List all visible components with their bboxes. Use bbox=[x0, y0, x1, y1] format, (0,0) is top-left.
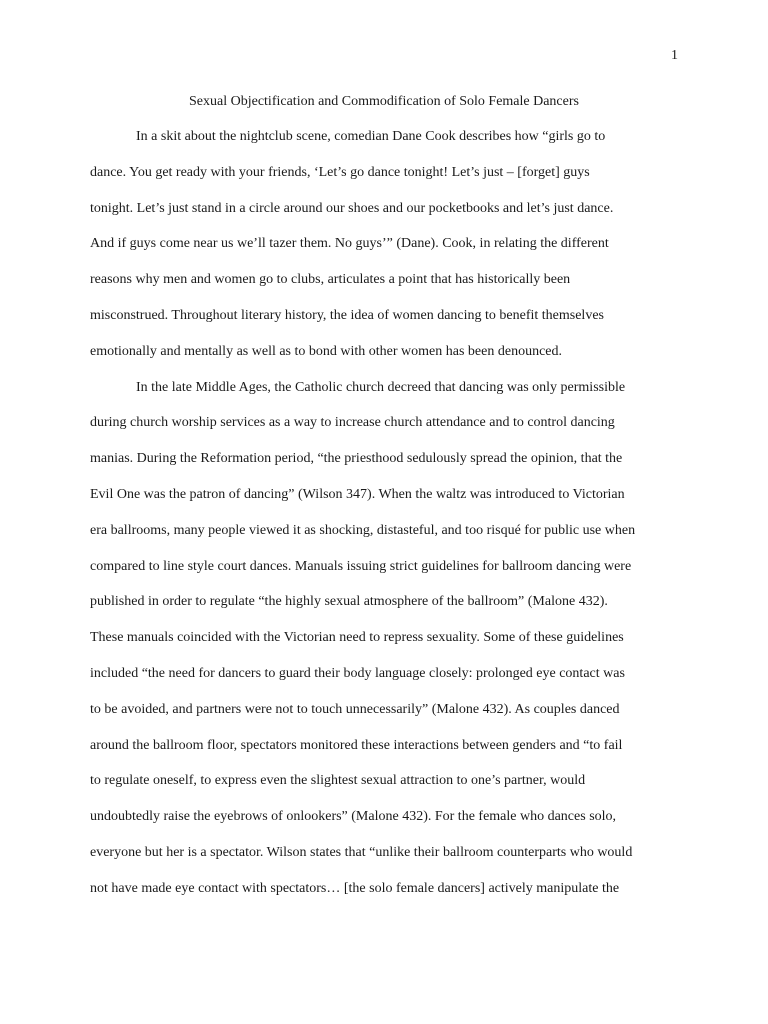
text-line: to regulate oneself, to express even the slightest sexual attraction to one’s partner, would bbox=[90, 773, 586, 789]
page-number: 1 bbox=[671, 48, 678, 63]
text-line: reasons why men and women go to clubs, articulates a point that has historically been bbox=[90, 272, 571, 288]
text-line: to be avoided, and partners were not to touch unnecessarily” (Malone 432). As couples danced bbox=[90, 701, 620, 717]
body-text bbox=[90, 127, 678, 915]
document-title: Sexual Objectification and Commodification of Solo Female Dancers bbox=[189, 94, 579, 109]
text-line: Evil One was the patron of dancing” (Wilson 347). When the waltz was introduced to Victorian bbox=[90, 486, 625, 502]
text-line: emotionally and mentally as well as to bond with other women has been denounced. bbox=[90, 343, 562, 359]
text-line: not have made eye contact with spectators… [the solo female dancers] actively manipulate the bbox=[90, 880, 620, 896]
text-line: everyone but her is a spectator. Wilson states that “unlike their ballroom counterparts who would bbox=[90, 844, 633, 860]
text-line: manias. During the Reformation period, “the priesthood sedulously spread the opinion, that the bbox=[90, 451, 623, 467]
text-line: published in order to regulate “the highly sexual atmosphere of the ballroom” (Malone 432). bbox=[90, 594, 608, 610]
text-line: tonight. Let’s just stand in a circle around our shoes and our pocketbooks and let’s just dance. bbox=[90, 200, 614, 216]
text-line: In a skit about the nightclub scene, comedian Dane Cook describes how “girls go to bbox=[136, 129, 606, 144]
text-line: undoubtedly raise the eyebrows of onlookers” (Malone 432). For the female who dances solo, bbox=[90, 809, 617, 825]
text-line: around the ballroom floor, spectators monitored these interactions between genders and “to fail bbox=[90, 737, 623, 753]
text-line: And if guys come near us we’ll tazer them. No guys’” (Dane). Cook, in relating the different bbox=[90, 236, 609, 252]
text-line: These manuals coincided with the Victorian need to repress sexuality. Some of these guidelines bbox=[90, 630, 624, 646]
text-line: In the late Middle Ages, the Catholic church decreed that dancing was only permissible bbox=[136, 379, 626, 395]
text-line: misconstrued. Throughout literary history, the idea of women dancing to benefit themselves bbox=[90, 307, 604, 323]
text-line: era ballrooms, many people viewed it as shocking, distasteful, and too risqué for public use when bbox=[90, 522, 636, 538]
text-line: dance. You get ready with your friends, ‘Let’s go dance tonight! Let’s just – [forget] guys bbox=[90, 164, 590, 180]
text-line: included “the need for dancers to guard their body language closely: prolonged eye contact was bbox=[90, 665, 625, 681]
text-line: compared to line style court dances. Manuals issuing strict guidelines for ballroom dancing were bbox=[90, 558, 632, 574]
text-line: during church worship services as a way to increase church attendance and to control dancing bbox=[90, 415, 615, 431]
